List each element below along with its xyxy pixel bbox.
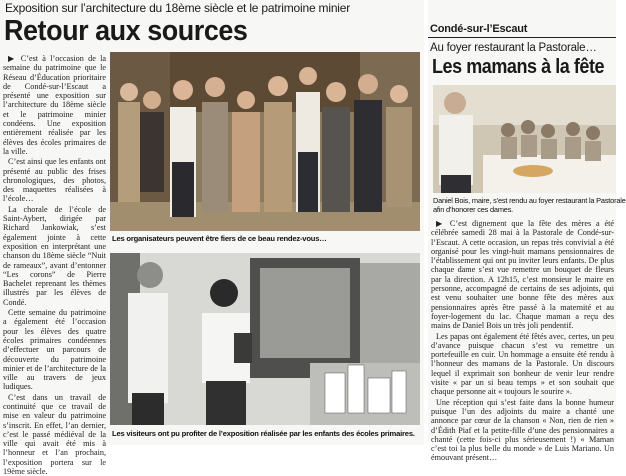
right-paragraph: Une réception qui s’est faite dans la bonne humeur puisque l’un des adjoints du maire a chanté une annonce par cœur de la chanson « Non, rien de rien » d’Édith Piaf et la petite-fille d’une des pensionnaires a chanté (cette fois-ci plus sérieusement !) « Maman c’est toi la plus belle du monde » de Luis Mariano. Un émouvant présent… bbox=[431, 397, 614, 463]
left-headline: Retour aux sources bbox=[4, 15, 248, 47]
right-headline: Les mamans à la fête bbox=[432, 56, 605, 78]
visitors-photo-image bbox=[110, 253, 420, 425]
right-rule bbox=[428, 37, 616, 38]
left-paragraph: Cette semaine du patrimoine a également été l’occasion pour les élèves des quatre écoles primaires condéennes d’effectuer un parcours de découverte du patrimoine minier et de l’architecture de la ville au travers de jeux ludiques. bbox=[3, 308, 106, 392]
right-paragraph: ▶ C’est dignement que la fête des mères a été célébrée samedi 28 mai à la Pastorale de Condé-sur-l’Escaut. A cette occasion, un repas très convivial a été organisé pour les vingt-huit mamans pensionnaires de l’établissement qui ont pu inviter leurs enfants. De plus chaque dame s’est vue remettre un bouquet de fleurs par la direction. A 12h15, c’est monsieur le maire en personne, accompagné de certains de ses adjoints, qui est venu souhaiter une bonne fête des mères aux pensionnaires après être passé à la maternité et au foyer-logement du lac. Chaque maman a reçu des mains de Daniel Bois un très joli pendentif. bbox=[431, 219, 614, 331]
right-caption-line: afin d’honorer ces dames. bbox=[433, 205, 514, 214]
left-paragraph: La chorale de l’école de Saint-Aybert, dirigée par Richard Jankowiak, s’est également jointe à cette exposition en interprétant une chanson du 18ème siècle “Nuit de rameaux”, avant d’entonner “Les corons” de Pierre Bachelet reprenant les thèmes illustrés par les élèves de Condé. bbox=[3, 204, 106, 307]
right-body-column bbox=[431, 219, 614, 463]
right-article bbox=[428, 0, 626, 463]
left-paragraph: C’est ainsi que les enfants ont présenté au public des frises chronologiques, des photos, des maquettes réalisées à l’école… bbox=[3, 157, 107, 204]
right-town: Condé-sur-l’Escaut bbox=[430, 23, 528, 35]
left-paragraph: C’est dans un travail de continuité que ce travail de mise en valeur du patrimoine s’inscrit. En effet, l’an dernier, c’est le passé médiéval de la ville qui avait été mis à l’honneur et l’an prochain, l’exposition portera sur le 19ème siècle. bbox=[3, 392, 106, 476]
mothers-photo-image bbox=[433, 85, 616, 193]
visitors-photo bbox=[110, 253, 420, 425]
left-body-column bbox=[3, 54, 107, 476]
right-caption-line: Daniel Bois, maire, s’est rendu au foyer restaurant la Pastorale bbox=[433, 196, 626, 205]
right-kicker: Au foyer restaurant la Pastorale… bbox=[430, 42, 597, 54]
right-paragraph: Les papas ont également été fêtés avec, certes, un peu d’avance puisque chacun s’est vu remettre un portefeuille en cuir. Un hommage a ensuite été rendu à l’honneur des mamans de la Pastorale. Un discours lequel il exprimait son bonheur de venir leur rendre visite « par un si beau temps » et son souhait que chaque personne ait « toujours le sourire ». bbox=[431, 331, 614, 397]
left-paragraph: ▶ C’est à l’occasion de la semaine du patrimoine que le Réseau d’Éducation prioritaire de Condé-sur-l’Escaut a présenté une exposition sur l’architecture du 18ème siècle et le patrimoine minier condéens. Une exposition entièrement réalisée par les élèves des écoles primaires de la ville. bbox=[3, 54, 106, 156]
organisers-photo-image bbox=[110, 52, 420, 231]
right-caption bbox=[433, 196, 626, 214]
caption-visitors: Les visiteurs ont pu profiter de l’exposition réalisée par les enfants des écoles primaires. bbox=[112, 429, 415, 438]
mothers-photo bbox=[433, 85, 616, 193]
caption-organisers: Les organisateurs peuvent être fiers de ce beau rendez-vous… bbox=[112, 234, 327, 243]
organisers-photo bbox=[110, 52, 420, 231]
left-kicker: Exposition sur l’architecture du 18ème siècle et le patrimoine minier bbox=[5, 1, 351, 15]
